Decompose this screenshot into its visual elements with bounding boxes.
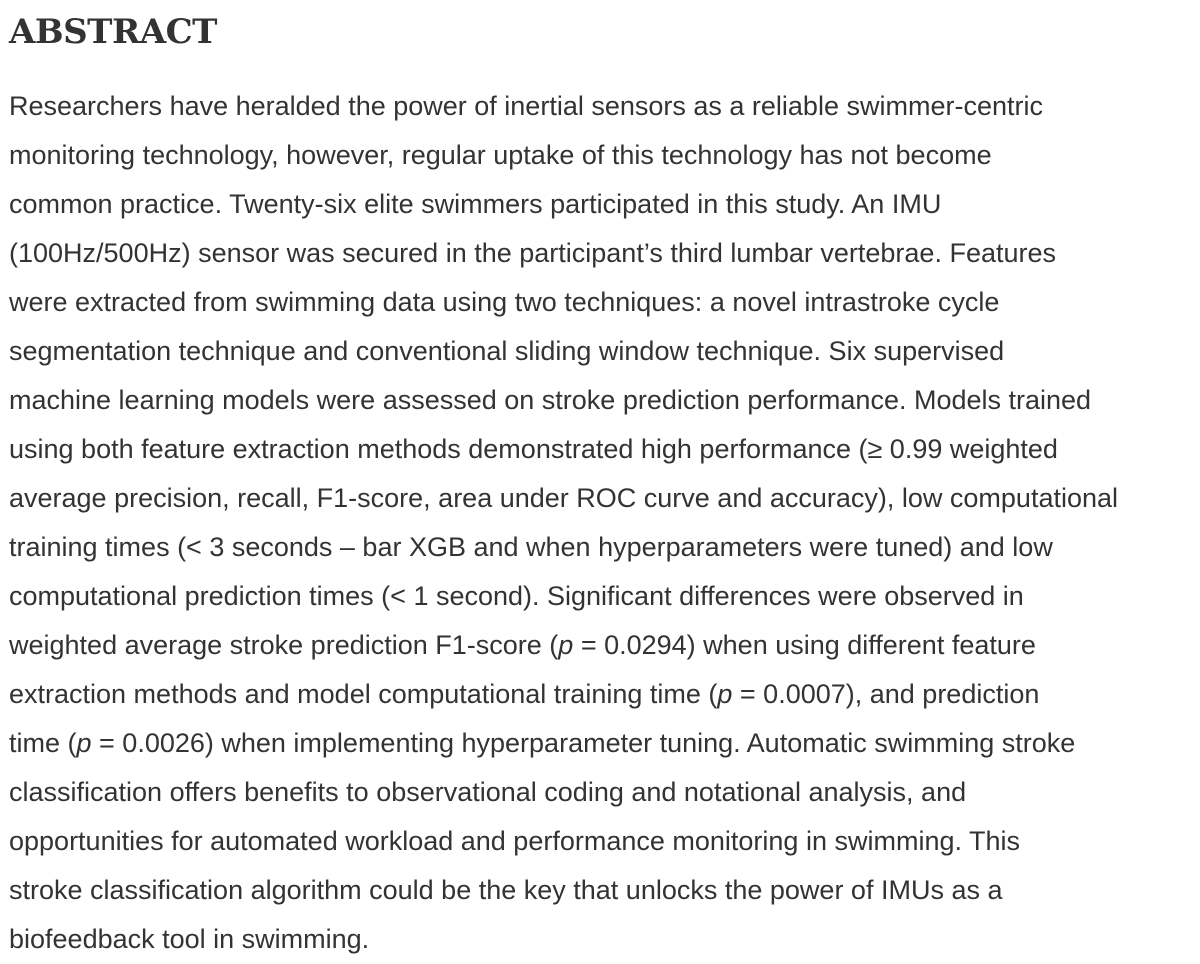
abstract-line: segmentation technique and conventional sliding window technique. Six supervised xyxy=(9,336,1005,366)
abstract-line: average precision, recall, F1-score, area under ROC curve and accuracy), low computational xyxy=(9,483,1119,513)
abstract-line: (100Hz/500Hz) sensor was secured in the participant’s third lumbar vertebrae. Features xyxy=(9,238,1057,268)
abstract-heading: ABSTRACT xyxy=(9,12,217,52)
abstract-line: stroke classification algorithm could be the key that unlocks the power of IMUs as a xyxy=(9,875,1003,905)
abstract-line: time (p = 0.0026) when implementing hyperparameter tuning. Automatic swimming stroke xyxy=(9,728,1076,758)
abstract-line: biofeedback tool in swimming. xyxy=(9,924,370,954)
abstract-body xyxy=(9,82,1189,964)
p-value-symbol: p xyxy=(558,630,574,660)
abstract-line: monitoring technology, however, regular uptake of this technology has not become xyxy=(9,140,992,170)
abstract-line: opportunities for automated workload and performance monitoring in swimming. This xyxy=(9,826,1020,856)
abstract-line: weighted average stroke prediction F1-score (p = 0.0294) when using different feature xyxy=(9,630,1036,660)
abstract-line: Researchers have heralded the power of inertial sensors as a reliable swimmer-centric xyxy=(9,91,1043,121)
abstract-line: computational prediction times (< 1 second). Significant differences were observed in xyxy=(9,581,1024,611)
abstract-line: common practice. Twenty-six elite swimmers participated in this study. An IMU xyxy=(9,189,942,219)
abstract-line: classification offers benefits to observational coding and notational analysis, and xyxy=(9,777,967,807)
p-value-symbol: p xyxy=(717,679,733,709)
abstract-line: training times (< 3 seconds – bar XGB and when hyperparameters were tuned) and low xyxy=(9,532,1053,562)
p-value-symbol: p xyxy=(76,728,92,758)
abstract-section xyxy=(9,0,1189,964)
abstract-line: machine learning models were assessed on stroke prediction performance. Models trained xyxy=(9,385,1092,415)
abstract-line: using both feature extraction methods demonstrated high performance (≥ 0.99 weighted xyxy=(9,434,1058,464)
abstract-line: were extracted from swimming data using two techniques: a novel intrastroke cycle xyxy=(9,287,1000,317)
abstract-line: extraction methods and model computational training time (p = 0.0007), and prediction xyxy=(9,679,1040,709)
